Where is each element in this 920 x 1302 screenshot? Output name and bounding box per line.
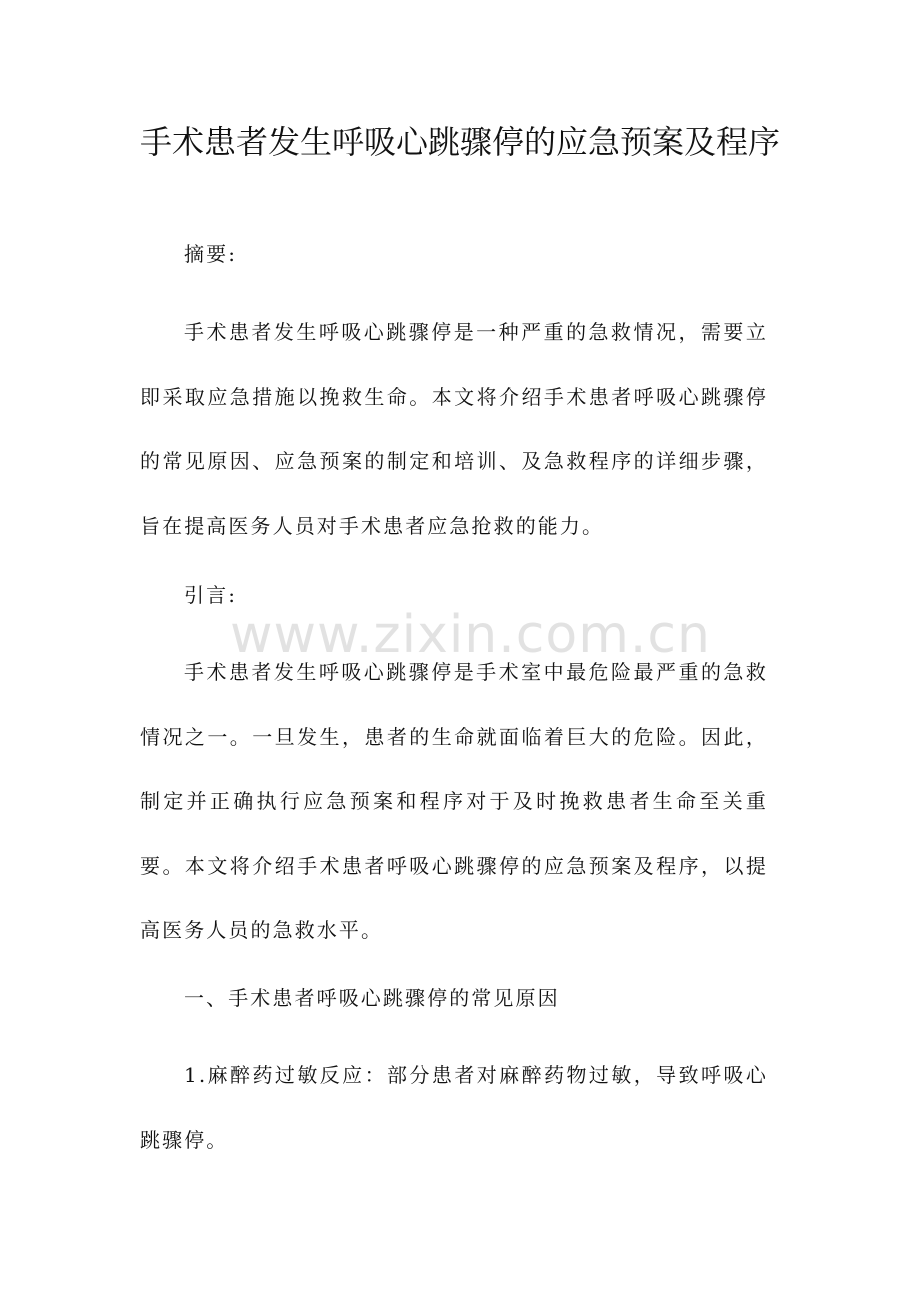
watermark: www.zixin.com.cn <box>230 605 711 665</box>
document-title: 手术患者发生呼吸心跳骤停的应急预案及程序 <box>140 123 781 161</box>
abstract-body: 手术患者发生呼吸心跳骤停是一种严重的急救情况，需要立即采取应急措施以挽救生命。本文将介绍手术患者呼吸心跳骤停的常见原因、应急预案的制定和培训、及急救程序的详细步骤，旨在提高医务人员对手术患者应急抢救的能力。 <box>140 320 768 538</box>
intro-heading: 引言: <box>184 583 238 607</box>
abstract-heading: 摘要: <box>184 242 238 266</box>
section-1-heading: 一、手术患者呼吸心跳骤停的常见原因 <box>184 986 560 1010</box>
intro-body: 手术患者发生呼吸心跳骤停是手术室中最危险最严重的急救情况之一。一旦发生，患者的生命就面临着巨大的危险。因此，制定并正确执行应急预案和程序对于及时挽救患者生命至关重要。本文将介绍手术患者呼吸心跳骤停的应急预案及程序，以提高医务人员的急救水平。 <box>140 660 768 942</box>
section-1-item-1: 1.麻醉药过敏反应：部分患者对麻醉药物过敏，导致呼吸心跳骤停。 <box>140 1063 768 1152</box>
